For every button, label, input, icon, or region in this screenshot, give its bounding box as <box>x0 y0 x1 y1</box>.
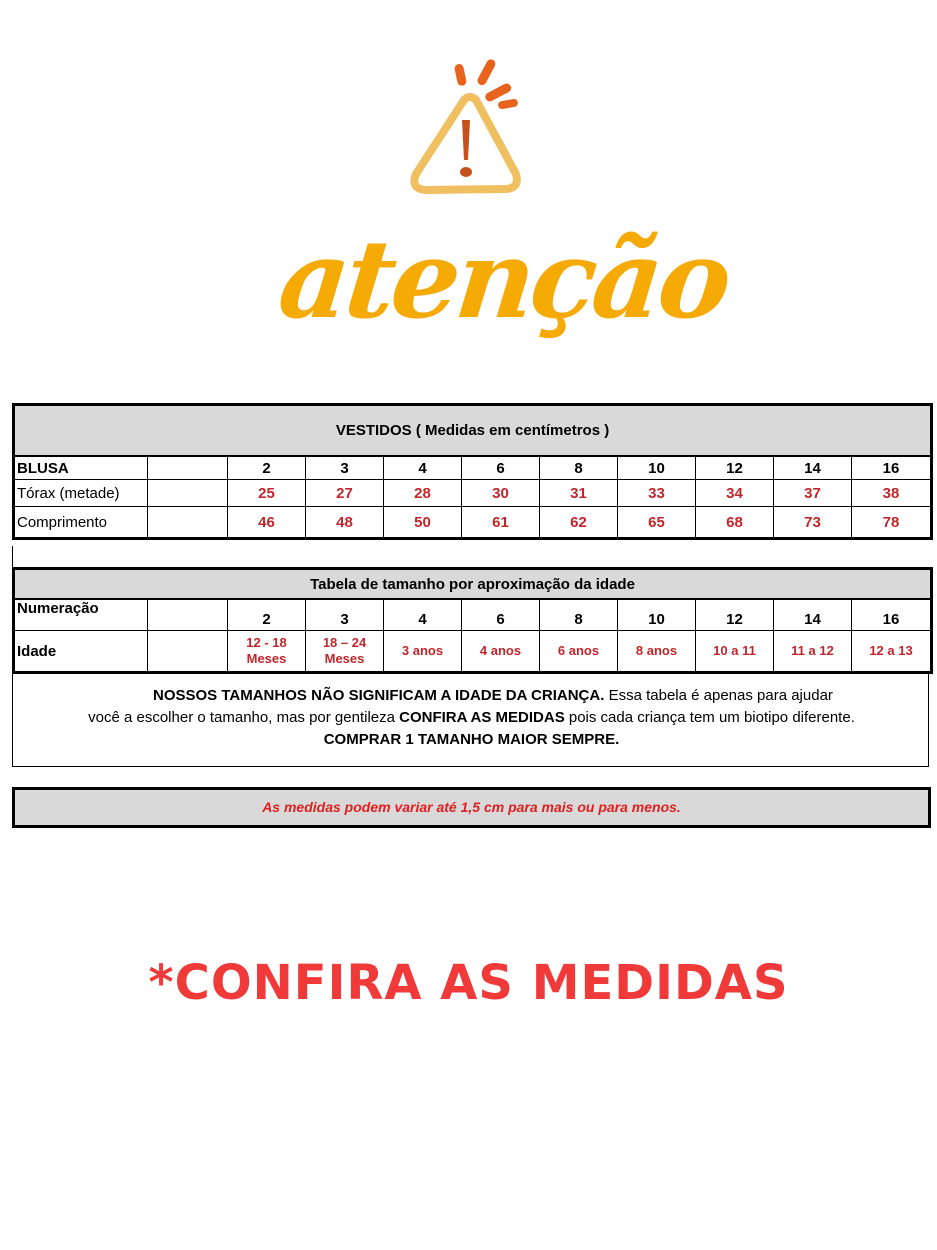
value-cell: 34 <box>696 480 774 507</box>
size-cell: 3 <box>306 599 384 631</box>
note-bold: COMPRAR 1 TAMANHO MAIOR SEMPRE. <box>323 731 620 748</box>
table-row <box>14 631 932 673</box>
age-cell: 11 a 12 <box>774 631 852 673</box>
size-cell: 16 <box>852 456 932 480</box>
value-cell: 38 <box>852 480 932 507</box>
size-note <box>12 671 929 767</box>
value-cell: 37 <box>774 480 852 507</box>
value-cell: 65 <box>618 507 696 539</box>
table-row <box>14 480 932 507</box>
size-cell: 6 <box>462 599 540 631</box>
size-cell: 10 <box>618 456 696 480</box>
size-cell: 6 <box>462 456 540 480</box>
size-cell: 2 <box>228 599 306 631</box>
atencao-logo <box>273 48 734 343</box>
size-cell: 12 <box>696 599 774 631</box>
size-cell: 4 <box>384 456 462 480</box>
vestidos-title: VESTIDOS ( Medidas em centímetros ) <box>14 405 932 457</box>
warning-triangle-icon <box>280 48 680 208</box>
size-cell: 8 <box>540 599 618 631</box>
row-label: Idade <box>14 631 148 673</box>
age-cell: 8 anos <box>618 631 696 673</box>
variation-banner: As medidas podem variar até 1,5 cm para mais ou para menos. <box>12 787 931 828</box>
size-cell: 12 <box>696 456 774 480</box>
value-cell: 25 <box>228 480 306 507</box>
row-label: Tórax (metade) <box>14 480 148 507</box>
value-cell: 50 <box>384 507 462 539</box>
table-row <box>14 507 932 539</box>
age-cell: 12 a 13 <box>852 631 932 673</box>
size-cell: 16 <box>852 599 932 631</box>
age-cell: 10 a 11 <box>696 631 774 673</box>
size-cell: 14 <box>774 456 852 480</box>
age-cell: 6 anos <box>540 631 618 673</box>
value-cell: 68 <box>696 507 774 539</box>
note-text: pois cada criança tem um biotipo diferente. <box>564 709 855 726</box>
row-label: Numeração <box>14 599 148 631</box>
value-cell: 61 <box>462 507 540 539</box>
value-cell: 73 <box>774 507 852 539</box>
value-cell: 78 <box>852 507 932 539</box>
value-cell: 33 <box>618 480 696 507</box>
table-row <box>14 456 932 480</box>
note-text: você a escolher o tamanho, mas por gentileza <box>88 709 400 726</box>
vestidos-table <box>12 403 933 540</box>
value-cell: 27 <box>306 480 384 507</box>
size-cell: 14 <box>774 599 852 631</box>
note-bold: CONFIRA AS MEDIDAS <box>399 709 565 726</box>
note-line-2 <box>13 707 930 729</box>
note-line-3 <box>13 729 930 751</box>
value-cell: 31 <box>540 480 618 507</box>
size-cell: 10 <box>618 599 696 631</box>
value-cell: 30 <box>462 480 540 507</box>
note-bold: NOSSOS TAMANHOS NÃO SIGNIFICAM A IDADE DA CRIANÇA. <box>153 687 605 704</box>
age-cell: 18 – 24 Meses <box>306 631 384 673</box>
age-cell: 12 - 18 Meses <box>228 631 306 673</box>
value-cell: 28 <box>384 480 462 507</box>
size-cell: 3 <box>306 456 384 480</box>
size-cell: 2 <box>228 456 306 480</box>
row-label: BLUSA <box>14 456 148 480</box>
spacer-line <box>12 546 13 567</box>
value-cell: 48 <box>306 507 384 539</box>
note-text: Essa tabela é apenas para ajudar <box>604 687 833 704</box>
idade-table-title: Tabela de tamanho por aproximação da idade <box>14 569 932 600</box>
size-cell: 8 <box>540 456 618 480</box>
age-cell: 4 anos <box>462 631 540 673</box>
table-row <box>14 599 932 631</box>
row-label: Comprimento <box>14 507 148 539</box>
note-line-1 <box>13 685 930 707</box>
age-cell: 3 anos <box>384 631 462 673</box>
idade-table <box>12 567 933 674</box>
atencao-word: atenção <box>273 217 734 343</box>
confira-heading: *CONFIRA AS MEDIDAS <box>148 955 789 1011</box>
size-cell: 4 <box>384 599 462 631</box>
value-cell: 46 <box>228 507 306 539</box>
value-cell: 62 <box>540 507 618 539</box>
